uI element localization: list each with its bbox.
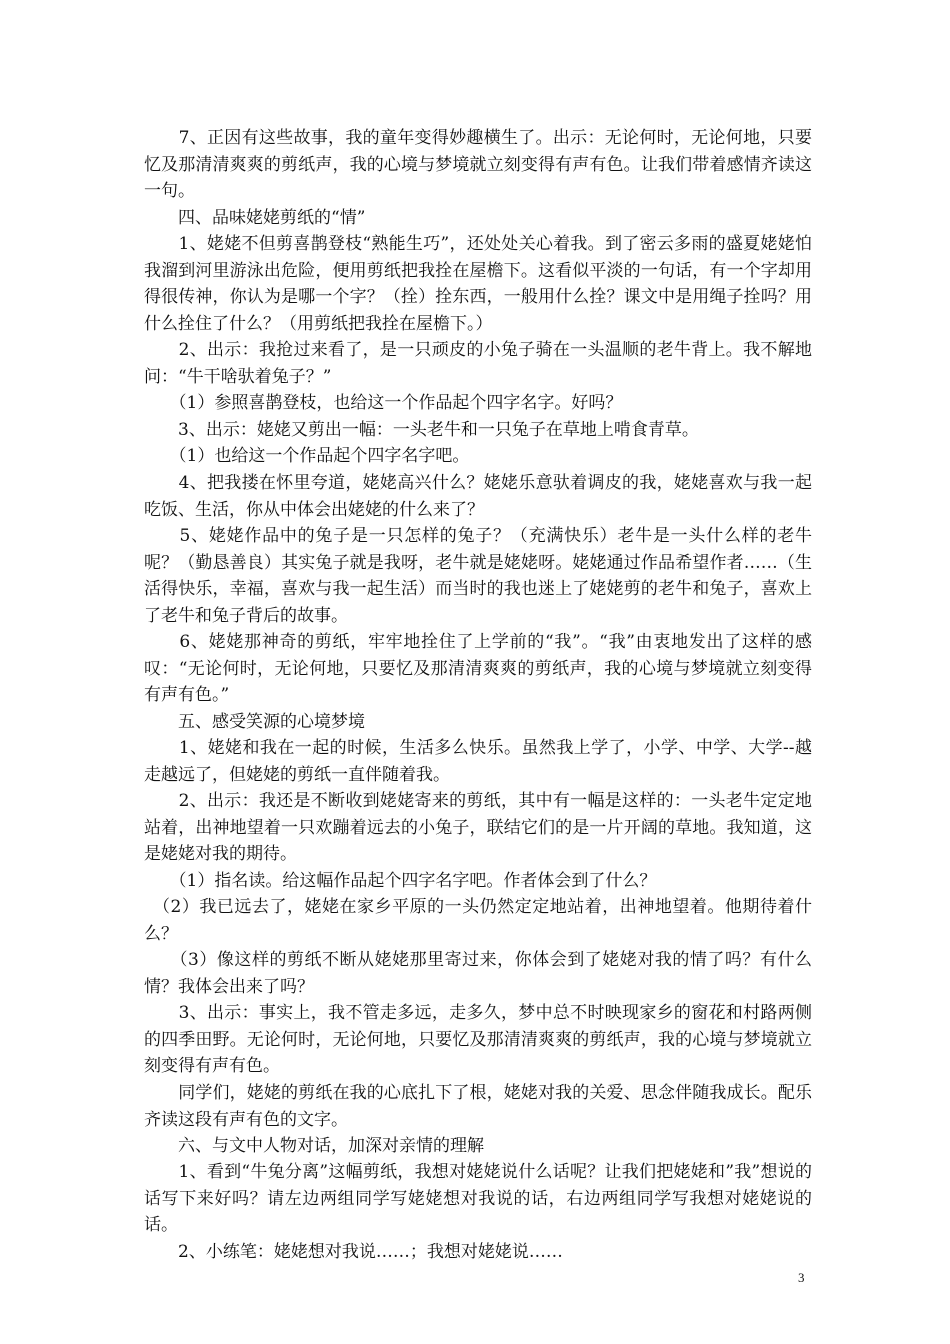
paragraph-4-4: 4、把我搂在怀里夸道，姥姥高兴什么？姥姥乐意驮着调皮的我，姥姥喜欢与我一起吃饭、生活，你从中体会出姥姥的什么来了？ — [144, 473, 812, 520]
paragraph-4-5: 5、姥姥作品中的兔子是一只怎样的兔子？（充满快乐）老牛是一头什么样的老牛呢？（勤恳善良）其实兔子就是我呀，老牛就是姥姥呀。姥姥通过作品希望作者……（生活得快乐，幸福，喜欢与我一起生活）而当时的我也迷上了姥姥剪的老牛和兔子，喜欢上了老牛和兔子背后的故事。 — [144, 526, 812, 626]
paragraph-6-1: 1、看到“牛兔分离”这幅剪纸，我想对姥姥说什么话呢？让我们把姥姥和”我”想说的话写下来好吗？请左边两组同学写姥姥想对我说的话，右边两组同学写我想对姥姥说的话。 — [144, 1162, 812, 1235]
paragraph-4-3-1: （1）也给这一个作品起个四字名字吧。 — [144, 446, 470, 466]
paragraph-4-2: 2、出示：我抢过来看了，是一只顽皮的小兔子骑在一头温顺的老牛背上。我不解地问：“牛干啥驮着兔子？” — [144, 340, 812, 387]
paragraph-5-3: 3、出示：事实上，我不管走多远，走多久，梦中总不时映现家乡的窗花和村路两侧的四季田野。无论何时，无论何地，只要忆及那清清爽爽的剪纸声，我的心境与梦境就立刻变得有声有色。 — [144, 1003, 812, 1076]
paragraph-5-2-1: （1）指名读。给这幅作品起个四字名字吧。作者体会到了什么？ — [144, 871, 657, 891]
section-heading-5: 五、感受笑源的心境梦境 — [144, 712, 365, 732]
paragraph-7-intro: 7、正因有这些故事，我的童年变得妙趣横生了。出示：无论何时，无论何地，只要忆及那清清爽爽的剪纸声，我的心境与梦境就立刻变得有声有色。让我们带着感情齐读这一句。 — [144, 128, 812, 201]
section-heading-6: 六、与文中人物对话，加深对亲情的理解 — [144, 1136, 484, 1156]
paragraph-5-2-3: （3）像这样的剪纸不断从姥姥那里寄过来，你体会到了姥姥对我的情了吗？有什么情？我体会出来了吗？ — [144, 950, 812, 997]
section-heading-4: 四、品味姥姥剪纸的“情” — [144, 208, 366, 228]
paragraph-5-2-2: （2）我已远去了，姥姥在家乡平原的一头仍然定定地站着，出神地望着。他期待着什么？ — [144, 897, 812, 944]
paragraph-6-2: 2、小练笔：姥姥想对我说……；我想对姥姥说…… — [144, 1242, 563, 1262]
paragraph-5-2: 2、出示：我还是不断收到姥姥寄来的剪纸，其中有一幅是这样的：一头老牛定定地站着，出神地望着一只欢蹦着远去的小兔子，联结它们的是一片开阔的草地。我知道，这是姥姥对我的期待。 — [144, 791, 812, 864]
paragraph-4-1: 1、姥姥不但剪喜鹊登枝“熟能生巧”，还处处关心着我。到了密云多雨的盛夏姥姥怕我溜到河里游泳出危险，便用剪纸把我拴在屋檐下。这看似平淡的一句话，有一个字却用得很传神，你认为是哪一个字？（拴）拴东西，一般用什么拴？课文中是用绳子拴吗？用什么拴住了什么？（用剪纸把我拴在屋檐下。） — [144, 234, 812, 334]
paragraph-5-1: 1、姥姥和我在一起的时候，生活多么快乐。虽然我上学了，小学、中学、大学--越走越远了，但姥姥的剪纸一直伴随着我。 — [144, 738, 812, 785]
paragraph-4-2-1: （1）参照喜鹊登枝，也给这一个作品起个四字名字。好吗？ — [144, 393, 623, 413]
page-number: 3 — [798, 1270, 805, 1285]
paragraph-4-3: 3、出示：姥姥又剪出一幅：一头老牛和一只兔子在草地上啃食青草。 — [144, 420, 699, 440]
paragraph-4-6: 6、姥姥那神奇的剪纸，牢牢地拴住了上学前的“我”。“我”由衷地发出了这样的感叹：“无论何时，无论何地，只要忆及那清清爽爽的剪纸声，我的心境与梦境就立刻变得有声有色。” — [144, 632, 812, 705]
paragraph-5-closing: 同学们，姥姥的剪纸在我的心底扎下了根，姥姥对我的关爱、思念伴随我成长。配乐齐读这段有声有色的文字。 — [144, 1083, 812, 1130]
